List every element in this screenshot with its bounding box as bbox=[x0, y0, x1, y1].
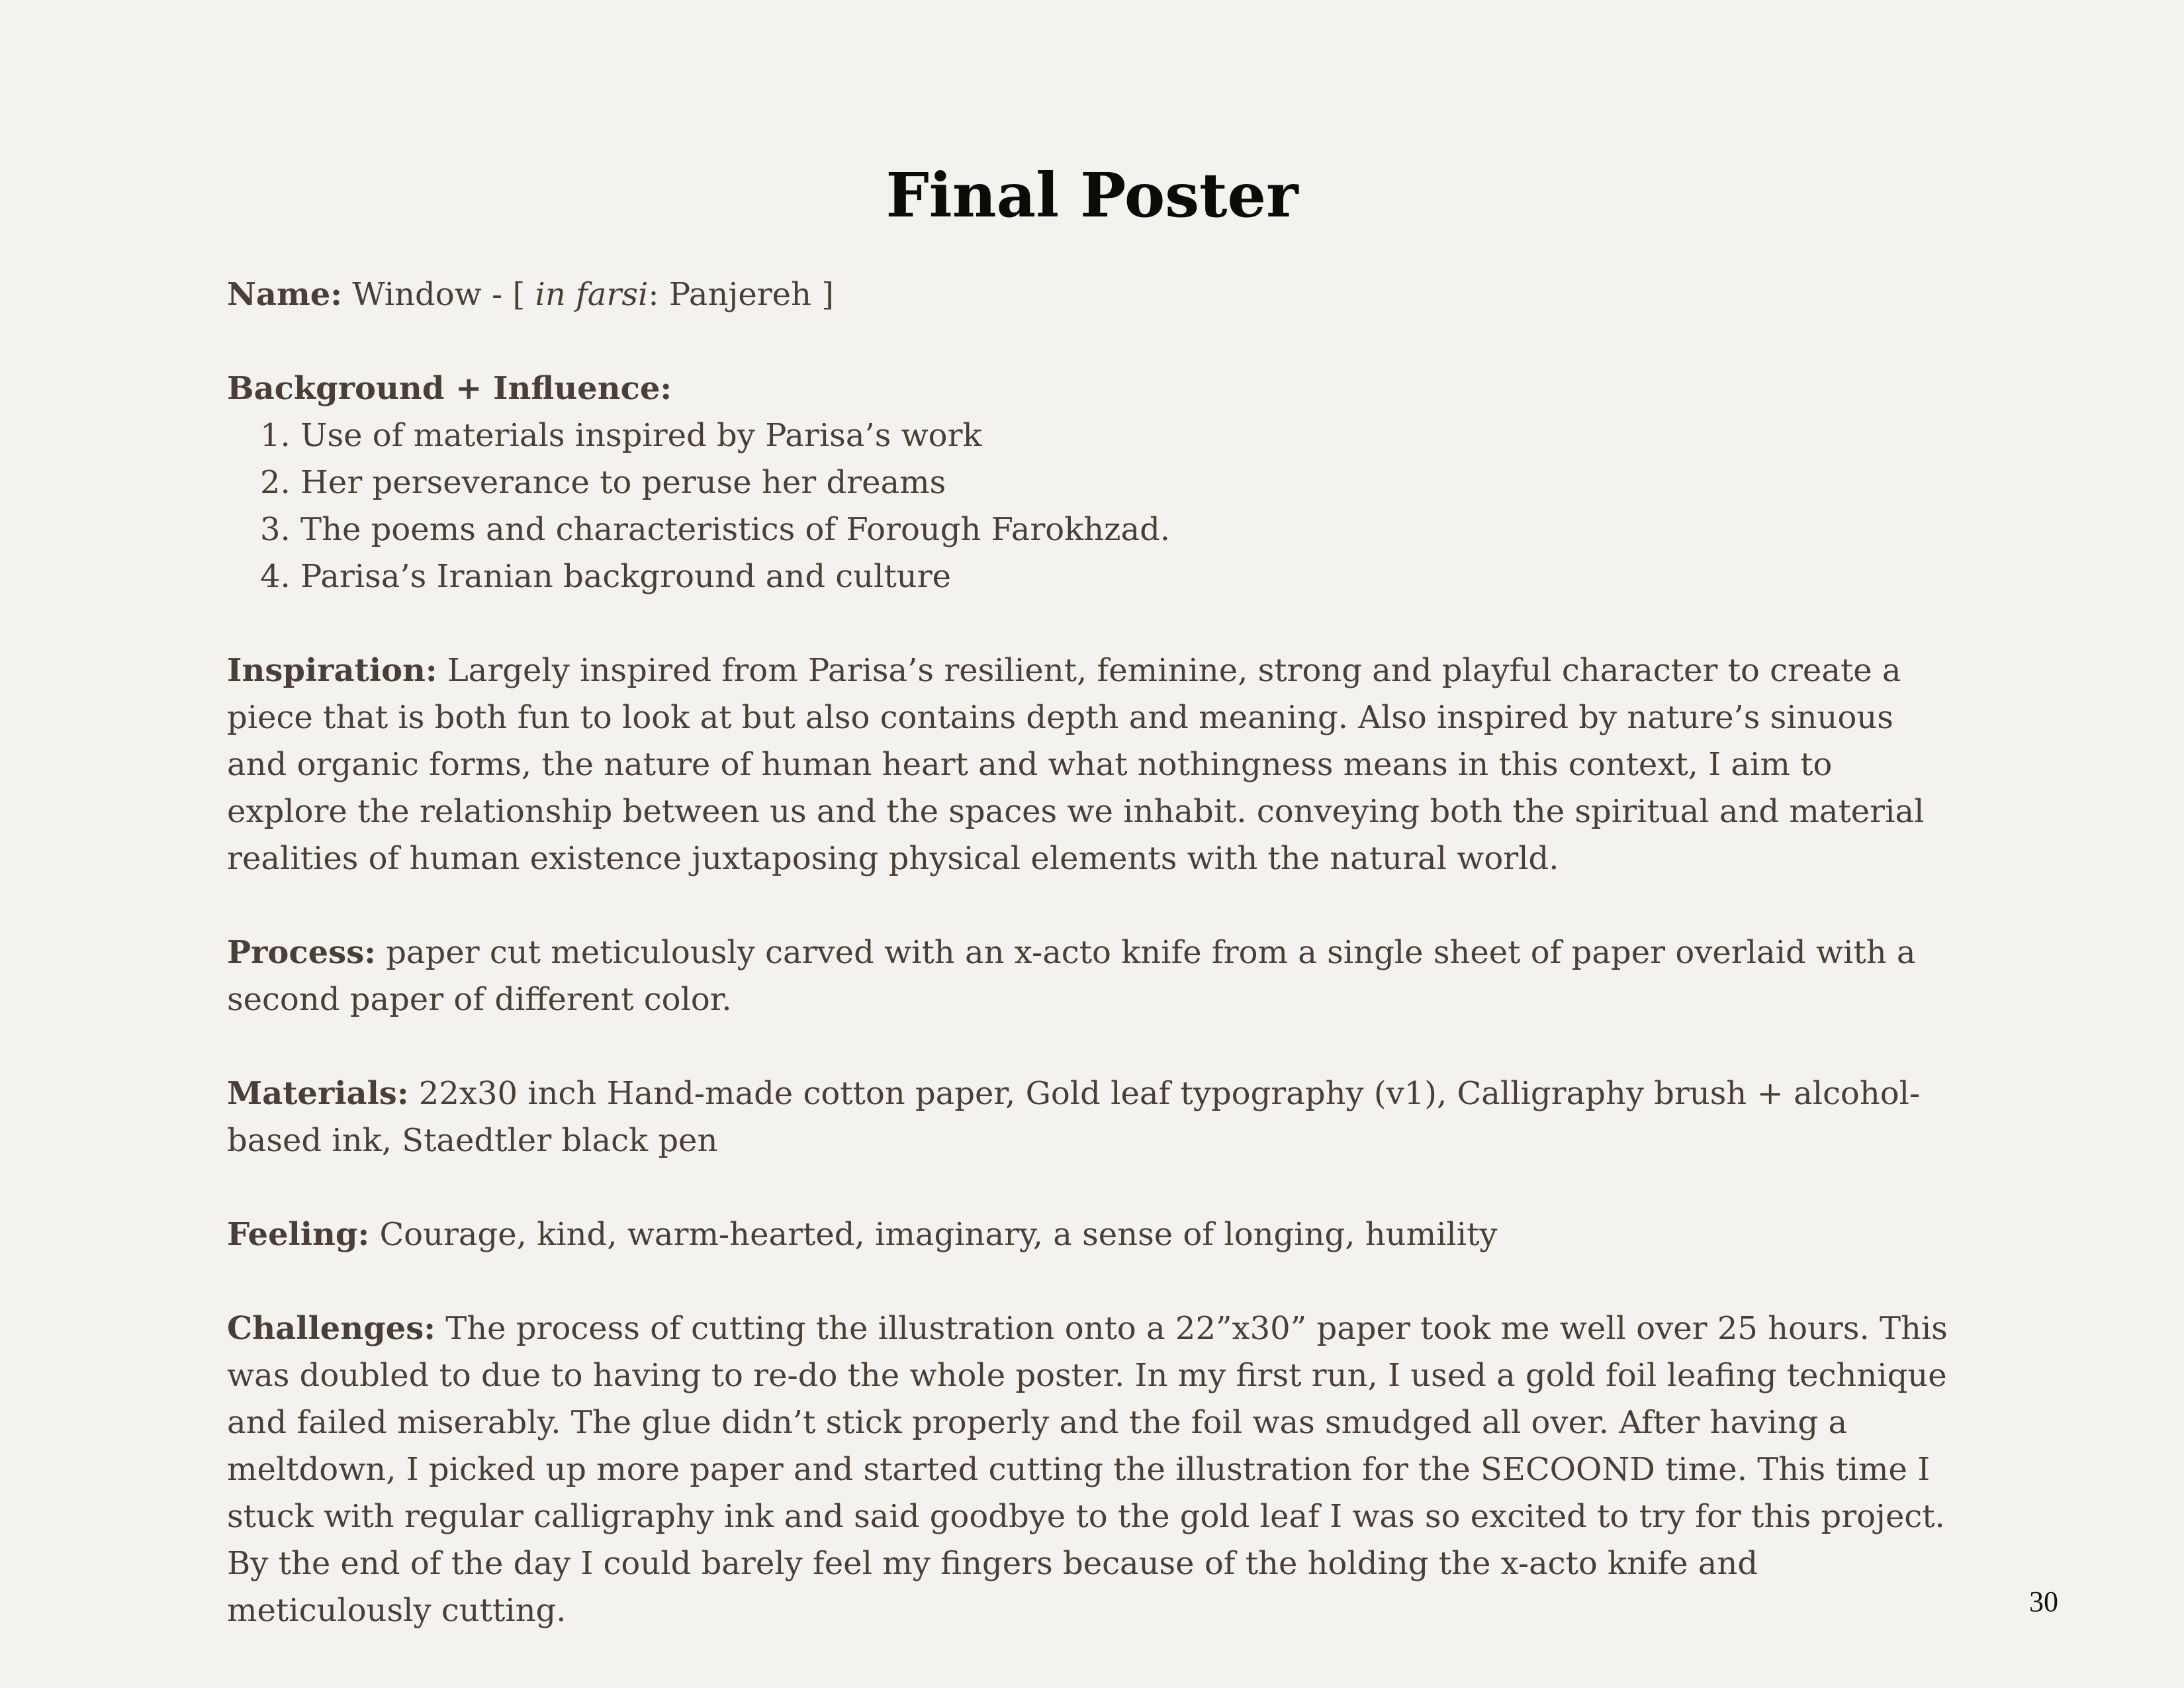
list-item: 1. Use of materials inspired by Parisa’s work bbox=[260, 417, 982, 454]
challenges-label: Challenges: bbox=[227, 1310, 435, 1347]
challenges-section bbox=[227, 1305, 1961, 1634]
list-item: 2. Her perseverance to peruse her dreams bbox=[260, 464, 946, 501]
name-label: Name: bbox=[227, 276, 343, 313]
feeling-text: Courage, kind, warm-hearted, imaginary, a sense of longing, humility bbox=[369, 1216, 1498, 1253]
name-language-note: in farsi bbox=[535, 276, 649, 313]
name-prefix: Window - [ bbox=[342, 276, 535, 313]
process-section bbox=[227, 929, 1961, 1023]
inspiration-label: Inspiration: bbox=[227, 652, 437, 689]
page-title: Final Poster bbox=[886, 160, 1298, 231]
process-label: Process: bbox=[227, 934, 376, 971]
feeling-label: Feeling: bbox=[227, 1216, 370, 1253]
list-item: 3. The poems and characteristics of Forough Farokhzad. bbox=[260, 511, 1171, 548]
name-section bbox=[227, 271, 1961, 318]
inspiration-text: Largely inspired from Parisa’s resilient, feminine, strong and playful character to create a piece that is both fun to look at but also contains depth and meaning. Also inspired by nature’s sinuous and organic forms, the nature of human heart and what nothingness means in this context, I aim to explore the relationship between us and the spaces we inhabit. conveying both the spiritual and material realities of human existence juxtaposing physical elements with the natural world. bbox=[227, 652, 1925, 877]
background-list bbox=[227, 412, 1961, 600]
list-item: 4. Parisa’s Iranian background and culture bbox=[260, 558, 951, 595]
page-number: 30 bbox=[2029, 1585, 2058, 1618]
background-label: Background + Influence: bbox=[227, 370, 672, 407]
materials-section bbox=[227, 1070, 1961, 1164]
process-text: paper cut meticulously carved with an x-acto knife from a single sheet of paper overlaid with a second paper of different color. bbox=[227, 934, 1916, 1018]
inspiration-section bbox=[227, 647, 1961, 882]
name-suffix: : Panjereh ] bbox=[648, 276, 834, 313]
materials-text: 22x30 inch Hand-made cotton paper, Gold leaf typography (v1), Calligraphy brush + alcohol-based ink, Staedtler black pen bbox=[227, 1075, 1921, 1159]
challenges-text: The process of cutting the illustration onto a 22”x30” paper took me well over 25 hours. This was doubled to due to having to re-do the whole poster. In my first run, I used a gold foil leafing technique and failed miserably. The glue didn’t stick properly and the foil was smudged all over. After having a meltdown, I picked up more paper and started cutting the illustration for the SECOOND time. This time I stuck with regular calligraphy ink and said goodbye to the gold leaf I was so excited to try for this project. By the end of the day I could barely feel my fingers because of the holding the x-acto knife and meticulously cutting. bbox=[227, 1310, 1948, 1629]
background-section bbox=[227, 365, 1961, 600]
document-body bbox=[227, 271, 1961, 1634]
feeling-section bbox=[227, 1211, 1961, 1258]
materials-label: Materials: bbox=[227, 1075, 409, 1112]
